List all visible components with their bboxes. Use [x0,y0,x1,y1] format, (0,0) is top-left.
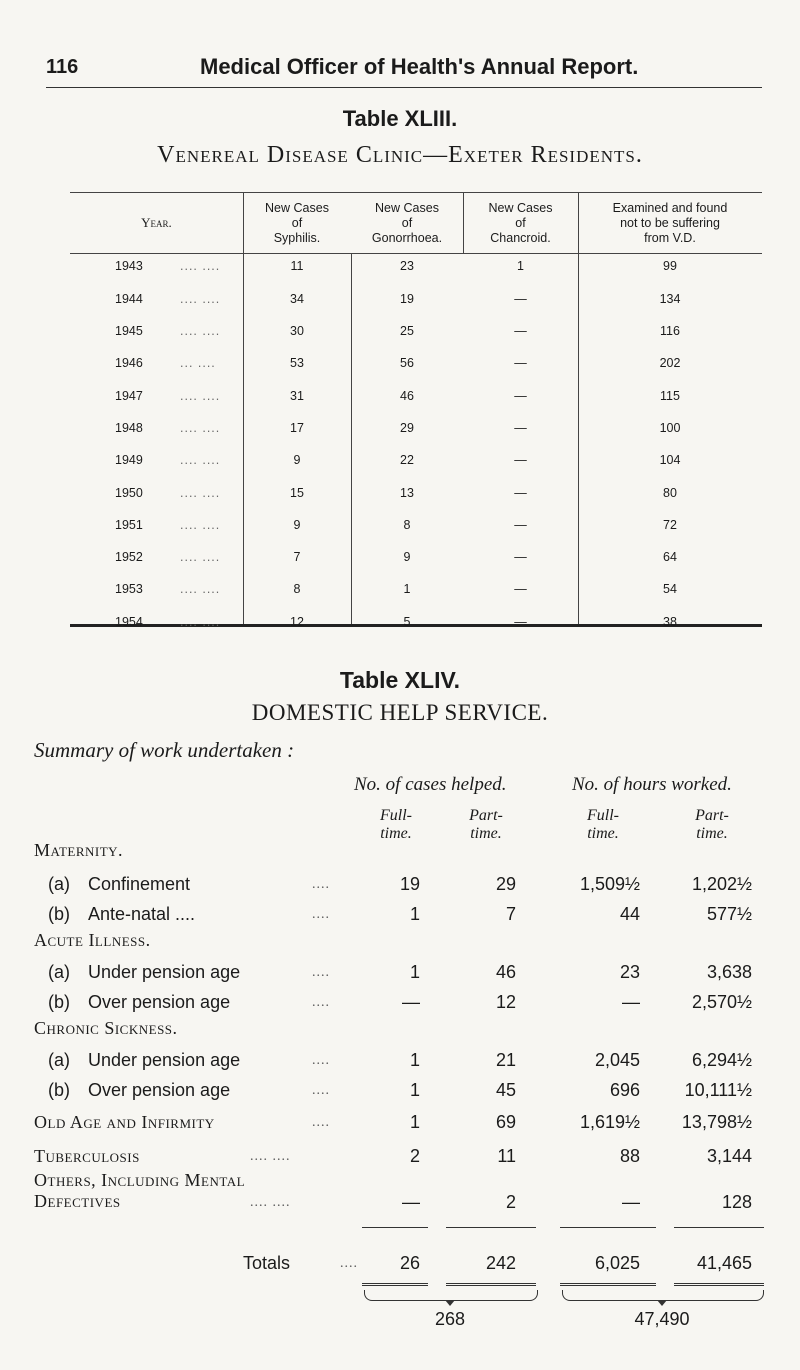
chancroid-cell: — [514,518,527,532]
hours-grand-total: 47,490 [634,1309,690,1329]
row-text: Others, Including Mental [34,1170,246,1190]
leader-dots: .... [312,995,330,1010]
table-row [70,259,762,279]
chancroid-cell: — [514,453,527,467]
rule [362,1227,428,1228]
col-hours-full [563,807,643,843]
leader-dots: .... .... [250,1149,291,1164]
examined-cell: 115 [660,389,680,403]
row-text: Under pension age [88,962,241,982]
header-gonorrhoea [351,201,463,246]
rule [560,1227,656,1228]
leader-dots: .... .... [180,389,221,403]
table-xliv-caption: DOMESTIC HELP SERVICE. [251,700,549,725]
header-line: of [401,216,413,230]
cases-part-cell: 2 [505,1192,516,1212]
report-title: Medical Officer of Health's Annual Report. [200,54,639,79]
sub-line: Part- [469,807,503,824]
table-row [70,582,762,602]
leader-dots: .... .... [180,486,221,500]
hours-full-cell: 44 [619,904,640,924]
hours-part-cell: 128 [721,1192,752,1212]
year-cell: 1943 [115,259,143,273]
gonorrhoea-cell: 46 [400,389,414,403]
row-label: Tuberculosis [34,1146,140,1166]
group-hours-worked: No. of hours worked. [572,774,732,795]
chancroid-cell: — [514,356,527,370]
chancroid-cell: — [514,292,527,306]
row-tag: (a) [48,874,70,894]
sub-line: Full- [587,807,619,824]
gonorrhoea-cell: 19 [400,292,414,306]
year-cell: 1946 [115,356,143,370]
leader-dots: .... .... [180,324,221,338]
syphilis-cell: 12 [290,615,304,629]
year-cell: 1949 [115,453,143,467]
table-row [70,356,762,376]
gonorrhoea-cell: 22 [400,453,414,467]
hours-part-cell: 6,294½ [691,1050,752,1070]
cases-grand-total: 268 [434,1309,466,1329]
hours-full-cell: 2,045 [594,1050,640,1070]
examined-cell: 104 [659,453,681,467]
row-label [48,904,195,925]
syphilis-cell: 15 [290,486,304,500]
hours-full-cell: 23 [619,962,640,982]
row-label [48,1080,230,1101]
table-row [70,421,762,441]
examined-cell: 100 [659,421,681,435]
syphilis-cell: 34 [290,292,304,306]
totals-hours-full: 6,025 [594,1253,640,1273]
examined-cell: 134 [659,292,681,306]
section-chronic-sickness: Chronic Sickness. [34,1018,178,1038]
examined-cell: 64 [663,550,677,564]
gonorrhoea-cell: 1 [403,582,411,596]
col-cases-full [356,807,436,843]
header-line: of [291,216,303,230]
table-row [70,453,762,473]
table-row [70,389,762,409]
col-cases-part [446,807,526,843]
row-label [48,1050,240,1071]
leader-dots: .... .... [180,615,221,629]
syphilis-cell: 31 [290,389,304,403]
sub-line: Full- [380,807,412,824]
header-rule [46,87,762,88]
table-row [70,324,762,344]
hours-part-cell: 10,111½ [684,1080,752,1100]
cases-part-cell: 46 [495,962,516,982]
sub-line: time. [470,825,502,842]
header-line: Gonorrhoea. [371,231,443,245]
year-cell: 1954 [115,615,143,629]
table-row [70,486,762,506]
totals-label: Totals [243,1253,291,1273]
header-line: Examined and found [612,201,728,215]
year-cell: 1948 [115,421,143,435]
table-xliv-label: Table XLIV. [339,667,461,693]
row-label [48,962,240,983]
chancroid-cell: — [514,582,527,596]
cases-full-cell: — [402,992,420,1012]
hours-part-cell: 2,570½ [691,992,752,1012]
row-text: Over pension age [88,992,231,1012]
header-line: New Cases [375,201,439,215]
page-number: 116 [46,56,79,78]
chancroid-cell: — [514,550,527,564]
sub-line: time. [587,825,619,842]
hours-part-cell: 3,638 [706,962,752,982]
examined-cell: 72 [663,518,677,532]
chancroid-cell: 1 [517,259,524,273]
table-body [70,254,762,629]
examined-cell: 54 [663,582,677,596]
leader-dots: .... .... [180,292,221,306]
examined-cell: 202 [659,356,681,370]
sub-line: time. [380,825,412,842]
syphilis-cell: 53 [290,356,304,370]
row-label [34,1170,245,1212]
cases-part-cell: 7 [505,904,516,924]
chancroid-cell: — [514,389,527,403]
hours-part-cell: 3,144 [706,1146,752,1166]
gonorrhoea-cell: 29 [400,421,414,435]
double-rule [674,1283,764,1286]
header-line: not to be suffering [620,216,720,230]
syphilis-cell: 9 [293,453,301,467]
col-hours-part [672,807,752,843]
row-label: Old Age and Infirmity [34,1112,215,1132]
header-chancroid [463,201,578,246]
leader-dots: .... .... [180,550,221,564]
section-maternity: Maternity. [34,840,124,860]
year-cell: 1953 [115,582,143,596]
header-examined [578,201,762,246]
leader-dots: .... .... [180,421,221,435]
rule [446,1227,536,1228]
summary-heading: Summary of work undertaken : [34,738,295,762]
gonorrhoea-cell: 13 [400,486,414,500]
hours-part-cell: 1,202½ [691,874,752,894]
row-label [48,992,230,1013]
row-text: Confinement [88,874,191,894]
header-line: of [515,216,526,230]
totals-dots: .... [340,1256,358,1271]
hours-full-cell: 1,509½ [579,874,640,894]
examined-cell: 116 [660,324,680,338]
leader-dots: .... [312,877,330,892]
section-acute-illness: Acute Illness. [34,930,151,950]
year-cell: 1947 [115,389,143,403]
chancroid-cell: — [514,421,527,435]
gonorrhoea-cell: 5 [403,615,411,629]
double-rule [362,1283,428,1286]
cases-full-cell: 1 [409,1112,420,1132]
cases-part-cell: 11 [497,1146,516,1166]
syphilis-cell: 30 [290,324,304,338]
header-line: Chancroid. [490,231,551,245]
cases-full-cell: 1 [409,1080,420,1100]
rule [674,1227,764,1228]
row-text: Ante-natal .... [88,904,196,924]
cases-full-cell: 1 [409,904,420,924]
hours-part-cell: 577½ [706,904,752,924]
syphilis-cell: 9 [293,518,301,532]
cases-part-cell: 29 [495,874,516,894]
gonorrhoea-cell: 9 [403,550,411,564]
syphilis-cell: 8 [293,582,301,596]
leader-dots: ... .... [180,356,216,370]
leader-dots: .... .... [180,518,221,532]
leader-dots: .... .... [180,453,221,467]
syphilis-cell: 7 [293,550,301,564]
sub-line: Part- [695,807,729,824]
examined-cell: 99 [663,259,677,273]
gonorrhoea-cell: 8 [403,518,411,532]
brace-tip [657,1300,667,1306]
header-syphilis [243,201,351,246]
leader-dots: .... .... [250,1195,291,1210]
row-tag: (a) [48,962,70,982]
hours-part-cell: 13,798½ [681,1112,752,1132]
gonorrhoea-cell: 56 [400,356,414,370]
row-tag: (b) [48,1080,70,1100]
table-row [70,615,762,635]
syphilis-cell: 17 [290,421,304,435]
row-text: Under pension age [88,1050,241,1070]
row-tag: (b) [48,992,70,1012]
cases-full-cell: — [402,1192,420,1212]
header-year: Year. [141,215,172,230]
double-rule [560,1283,656,1286]
leader-dots: .... .... [180,259,221,273]
totals-cases-full: 26 [399,1253,420,1273]
hours-full-cell: 1,619½ [579,1112,640,1132]
examined-cell: 80 [663,486,677,500]
syphilis-cell: 11 [290,259,304,273]
examined-cell: 38 [663,615,677,629]
hours-full-cell: — [622,1192,640,1212]
header-line: New Cases [265,201,329,215]
brace-tip [445,1300,455,1306]
hours-full-cell: — [622,992,640,1012]
header-line: Syphilis. [273,231,321,245]
cases-full-cell: 1 [409,962,420,982]
chancroid-cell: — [514,324,527,338]
chancroid-cell: — [514,615,527,629]
table-xliii-caption: Venereal Disease Clinic—Exeter Residents. [157,142,643,168]
table-header [70,193,762,253]
group-cases-helped: No. of cases helped. [354,774,507,795]
row-text: Defectives [34,1191,121,1211]
venereal-disease-table [70,192,762,627]
leader-dots: .... [312,907,330,922]
year-cell: 1951 [115,518,143,532]
cases-part-cell: 21 [495,1050,516,1070]
cases-part-cell: 69 [495,1112,516,1132]
row-tag: (a) [48,1050,70,1070]
cases-part-cell: 12 [495,992,516,1012]
cases-full-cell: 1 [409,1050,420,1070]
leader-dots: .... [312,965,330,980]
hours-full-cell: 88 [619,1146,640,1166]
totals-hours-part: 41,465 [696,1253,752,1273]
row-tag: (b) [48,904,70,924]
gonorrhoea-cell: 25 [400,324,414,338]
leader-dots: .... [312,1115,330,1130]
chancroid-cell: — [514,486,527,500]
year-cell: 1950 [115,486,143,500]
sub-line: time. [696,825,728,842]
leader-dots: .... .... [180,582,221,596]
hours-full-cell: 696 [609,1080,640,1100]
year-cell: 1945 [115,324,143,338]
cases-full-cell: 19 [399,874,420,894]
cases-full-cell: 2 [409,1146,420,1166]
gonorrhoea-cell: 23 [400,259,414,273]
double-rule [446,1283,536,1286]
leader-dots: .... [312,1083,330,1098]
table-xliii-label: Table XLIII. [342,106,458,131]
table-row [70,550,762,570]
table-row [70,292,762,312]
totals-cases-part: 242 [485,1253,516,1273]
year-cell: 1952 [115,550,143,564]
header-line: from V.D. [644,231,696,245]
row-text: Over pension age [88,1080,231,1100]
year-cell: 1944 [115,292,143,306]
row-label [48,874,190,895]
cases-part-cell: 45 [495,1080,516,1100]
table-row [70,518,762,538]
header-line: New Cases [488,201,553,215]
leader-dots: .... [312,1053,330,1068]
